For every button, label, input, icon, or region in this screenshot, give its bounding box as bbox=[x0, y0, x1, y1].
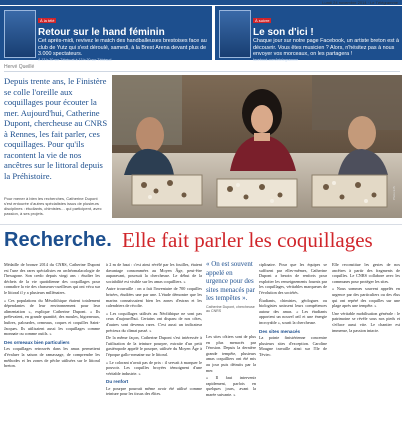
pull-quote-attribution: Catherine Dupont, chercheuse au CNRS bbox=[206, 304, 255, 313]
paragraph: Elle reconstitue les gestes de nos ancêtres à partir des fragments de coquilles. Le CNRS collabore avec les communes pour protéger les sites. bbox=[332, 262, 400, 284]
paragraph: « Les coquillages utilisés au Néolithique ne sont pas ceux d'aujourd'hui. Certains ont disparu de nos côtes, d'autres sont devenus rares. C'est aussi un indicateur précieux du climat passé. » bbox=[106, 310, 202, 333]
paragraph: Étudiants, chimistes, géologues ou biologistes unissent leurs compétences autour des amas. « Les étudiants apportent un nouvel œil et une énergie incroyable », sourit la chercheuse. bbox=[259, 297, 327, 325]
promo-right-text: Chaque jour sur notre page Facebook, un artiste breton est à découvrir. Vous êtes musicien ? Alors, n'hésitez pas à nous envoyer vos morceaux, on les partagera ! bbox=[253, 38, 399, 58]
body-column-5 bbox=[332, 262, 400, 446]
intro-text: Depuis trente ans, le Finistère se colle l'oreille aux coquillages pour écouter la mer. Aujourd'hui, Catherine Dupont, chercheuse au CNRS à Rennes, les fait parler, ces coquillages. Pour qu'ils racontent la vie de nos ancêtres sur le littoral depuis la Préhistoire. bbox=[4, 76, 108, 181]
headline-kicker: Recherche. bbox=[4, 229, 112, 251]
author-byline: Hervé Queillé bbox=[4, 64, 35, 70]
promo-right-kicker: À suivre bbox=[255, 18, 270, 23]
promo-left-image bbox=[4, 10, 36, 58]
subheading: Du renfort bbox=[106, 379, 129, 385]
paragraph: Médaille de bronze 2014 du CNRS, Catherine Dupont est l'une des rares spécialistes en archéomalacologie de l'hexagone. Son credo depuis vingt ans : étudier les déchets de la vie quotidienne des coquillages pour connaître la vie des chasseurs-cueilleurs qui ont vécu sur le littoral il y a plusieurs millénaires. bbox=[4, 262, 100, 295]
photo-illustration bbox=[112, 75, 402, 218]
paragraph: La pointe finistérienne concentre plusieurs sites d'exception. Caroline Mougne travaille ainsi sur l'île de Téviec. bbox=[259, 335, 327, 357]
paragraph: « Nous sommes souvent appelés en urgence par des particuliers ou des élus qui ont repéré des coquilles sur une plage après une tempête. » bbox=[332, 286, 400, 309]
paragraph: Le pourpre pourrait même avoir été utilisé comme teinture pour les tissus des élites. bbox=[106, 385, 202, 397]
main-photo bbox=[112, 75, 402, 218]
paragraph: « Il faut intervenir rapidement, parfois en quelques jours, avant la marée suivante. » bbox=[206, 375, 256, 397]
promo-right-image bbox=[219, 10, 251, 58]
promo-right-title: Le son d'ici ! bbox=[253, 27, 314, 38]
section-divider bbox=[4, 71, 400, 72]
body-column-3 bbox=[206, 334, 256, 446]
promo-left-small: À 13 h 30 sur Tébéo et à 13 h 30 sur Tébésud. bbox=[38, 57, 113, 62]
promo-right-small: facebook.com/letelegramme bbox=[253, 57, 299, 62]
paragraph: ciplinaire. Pour que les équipes se suffisent par elles-mêmes, Catherine Dupont a besoin de renforts pour exploiter les renseignements fournis par les coquillages, véritables marqueurs de l'évolution des sociétés. bbox=[259, 262, 327, 295]
body-column-2 bbox=[106, 262, 202, 446]
paragraph: Autre trouvaille : on a fait l'inventaire de 700 coquilles brisées, étudiées une par une. L'étude démontre que les marins connaissaient bien les zones d'estran et les calendriers de récolte. bbox=[106, 286, 202, 309]
paragraph: à 2 m de haut : c'est ainsi révélé par les fouilles, étaient davantage consommées au Moyen Âge, peut-être auparavant, poursuit la chercheuse. Le début de la sociabilité est visible sur les amas coquilliers. » bbox=[106, 262, 202, 284]
body-column-4 bbox=[259, 262, 327, 446]
paragraph: De la même façon, Catherine Dupont s'est intéressée à l'utilisation de la teinture pourpre, extraite d'un petit gastéropode appelé le pourpre, utilisée du Moyen Âge à l'époque gallo-romaine sur le littoral. bbox=[106, 335, 202, 357]
paragraph: « Ces populations du Mésolithique étaient totalement dépendantes de leur environnement pour leur alimentation », explique Catherine Dupont. « Ils prélevaient, en grande quantité, des moules, bigorneaux, huîtres, palourdes, ormeaux, coques et coquilles Saint-Jacques. Ils utilisaient aussi les coquillages comme monnaie ou comme outils. » bbox=[4, 297, 100, 337]
photo-caption: Pour mener à bien les recherches, Catherine Dupont s'est entourée d'autres spécialistes issus de plusieurs disciplines : étudiants, chimistes… qui participent, avec passion, à ses projets. bbox=[4, 196, 102, 216]
promo-left-kicker: À la télé bbox=[40, 18, 55, 23]
subheading: Des sites menacés bbox=[259, 328, 301, 334]
paragraph: Une véritable mobilisation générale : le patrimoine se révèle sous nos pieds et s'efface aussi vite. Le chantier est immense, la passion intacte. bbox=[332, 310, 400, 333]
subheading: Des ormeaux bien particuliers bbox=[4, 339, 70, 345]
promo-right[interactable] bbox=[215, 6, 402, 60]
promo-left-title: Retour sur le hand féminin bbox=[38, 27, 165, 38]
promo-left-text: Cet après-midi, revivez le match des handballeuses brestoises face au club de Yutz qui s'est déroulé, samedi, à la Brest Arena devant plus de 3.000 spectateurs. bbox=[38, 38, 207, 58]
paragraph: Les coquillages retrouvés dans les amas permettent d'évaluer la saison de ramassage, de comprendre les méthodes et les zones de pêche utilisées sur le littoral breton. bbox=[4, 346, 100, 369]
paragraph: Les sites côtiers sont de plus en plus menacés par l'érosion. Depuis la dernière grande tempête, plusieurs amas coquilliers ont été mis au jour puis détruits par la mer. bbox=[206, 334, 256, 373]
pull-quote-text: « On est souvent appelé en urgence pour des sites menacés par les tempêtes ». bbox=[206, 260, 255, 303]
paragraph: « Le colorant n'avait pas de prix : il servait à marquer le pouvoir. Les coquilles broyées témoignent d'une véritable industrie. » bbox=[106, 359, 202, 376]
headline-title: Elle fait parler les coquillages bbox=[122, 228, 373, 252]
pull-quote bbox=[206, 260, 256, 330]
page-info: Lundi 24 novembre 2014 · Le Télégramme bbox=[322, 0, 398, 5]
body-column-1 bbox=[4, 262, 100, 446]
photo-credit: Photo E.B. bbox=[392, 185, 396, 200]
promo-left[interactable] bbox=[0, 6, 212, 60]
headline-divider bbox=[0, 224, 402, 225]
